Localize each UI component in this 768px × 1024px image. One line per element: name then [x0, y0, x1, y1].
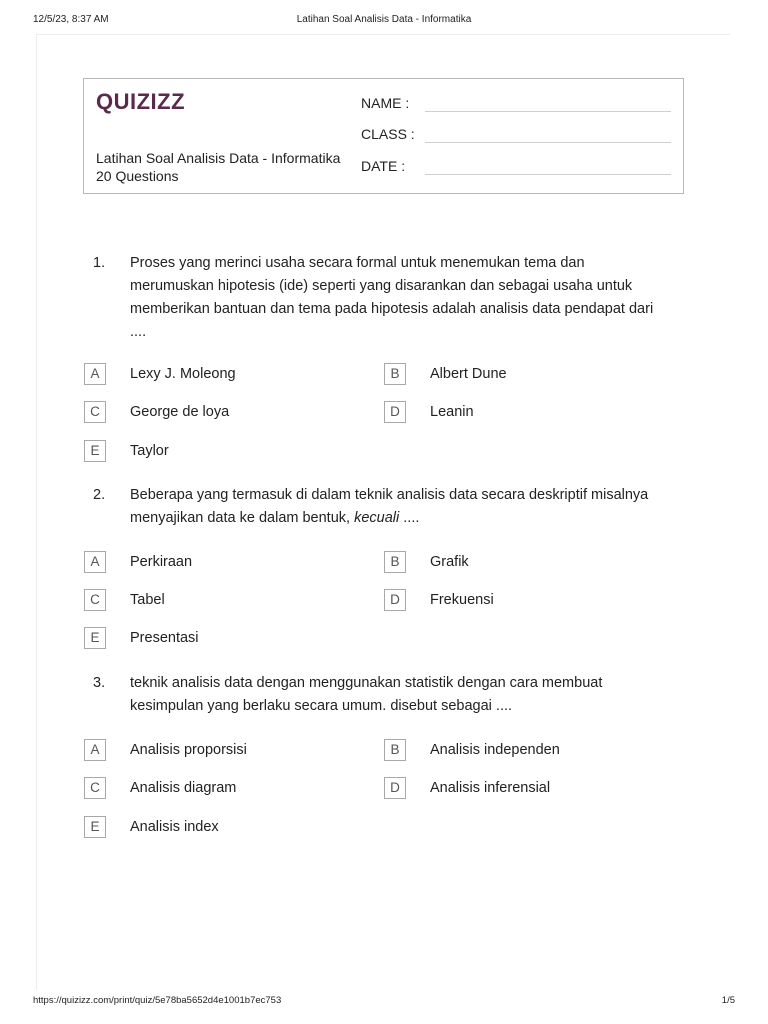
option-text: Taylor — [130, 443, 169, 459]
class-line — [425, 142, 671, 143]
option-letter-box: B — [384, 551, 406, 573]
question-line-with-emphasis — [130, 507, 685, 530]
date-label: DATE : — [361, 158, 406, 174]
print-url: https://quizizz.com/print/quiz/5e78ba5652d4e1001b7ec753 — [33, 995, 282, 1006]
name-line — [425, 111, 671, 112]
quizizz-logo: QUIZIZZ — [96, 89, 186, 114]
option-letter-box: C — [84, 777, 106, 799]
question-text — [130, 672, 685, 718]
name-field — [361, 95, 421, 111]
question-number: 1. — [93, 255, 106, 271]
option-letter-box: A — [84, 363, 106, 385]
option-text: Leanin — [430, 404, 474, 420]
option-letter-box: C — [84, 401, 106, 423]
option-text: Grafik — [430, 554, 469, 570]
class-field — [361, 126, 421, 142]
option-text: Perkiraan — [130, 554, 193, 570]
date-field — [361, 158, 421, 174]
option-letter-box: E — [84, 816, 106, 838]
question-line: memberikan bantuan dan tema pada hipotesis adalah analisis data pendapat dari — [130, 301, 654, 317]
option-letter-box: B — [384, 363, 406, 385]
option-text: Analisis diagram — [130, 780, 237, 796]
option-text: Frekuensi — [430, 592, 494, 608]
question-emphasis: kecuali — [354, 510, 400, 526]
option-letter-box: B — [384, 739, 406, 761]
date-line — [425, 174, 671, 175]
name-label: NAME : — [361, 95, 410, 111]
question-text — [130, 484, 685, 530]
option-text: Analisis inferensial — [430, 780, 551, 796]
print-title: Latihan Soal Analisis Data - Informatika — [296, 14, 472, 25]
option-letter-box: E — [84, 627, 106, 649]
option-letter-box: C — [84, 589, 106, 611]
question-text — [130, 252, 685, 344]
question-line: .... — [130, 324, 147, 340]
question-number: 2. — [93, 487, 106, 503]
option-letter-box: D — [384, 589, 406, 611]
question-number: 3. — [93, 675, 106, 691]
class-label: CLASS : — [361, 126, 415, 142]
option-letter-box: D — [384, 401, 406, 423]
print-header — [0, 14, 768, 30]
page-number: 1/5 — [721, 995, 735, 1006]
option-text: Tabel — [130, 592, 165, 608]
quiz-title-block — [96, 149, 340, 185]
question-line: menyajikan data ke dalam bentuk, — [130, 510, 351, 526]
question-count: 20 Questions — [96, 168, 179, 184]
option-text: Analisis independen — [430, 742, 560, 758]
question-line: merumuskan hipotesis (ide) seperti yang disarankan dan sebagai usaha untuk — [130, 278, 633, 294]
option-letter-box: E — [84, 440, 106, 462]
question-line: kesimpulan yang berlaku secara umum. disebut sebagai .... — [130, 698, 513, 714]
question-line: Proses yang merinci usaha secara formal untuk menemukan tema dan — [130, 255, 585, 271]
quiz-header-card — [83, 78, 684, 194]
print-footer — [0, 995, 768, 1011]
option-text: Presentasi — [130, 630, 199, 646]
option-text: Analisis index — [130, 819, 219, 835]
option-text: George de loya — [130, 404, 230, 420]
option-text: Albert Dune — [430, 366, 507, 382]
question-line: teknik analisis data dengan menggunakan statistik dengan cara membuat — [130, 675, 603, 691]
option-letter-box: A — [84, 739, 106, 761]
question-line: Beberapa yang termasuk di dalam teknik analisis data secara deskriptif misalnya — [130, 487, 649, 503]
quiz-title: Latihan Soal Analisis Data - Informatika — [96, 150, 341, 166]
option-text: Lexy J. Moleong — [130, 366, 236, 382]
page-border-top — [36, 34, 730, 35]
option-letter-box: A — [84, 551, 106, 573]
question-trailing: .... — [399, 510, 420, 526]
print-date: 12/5/23, 8:37 AM — [33, 14, 109, 25]
page-border-left — [36, 34, 37, 990]
option-text: Analisis proporsisi — [130, 742, 247, 758]
option-letter-box: D — [384, 777, 406, 799]
